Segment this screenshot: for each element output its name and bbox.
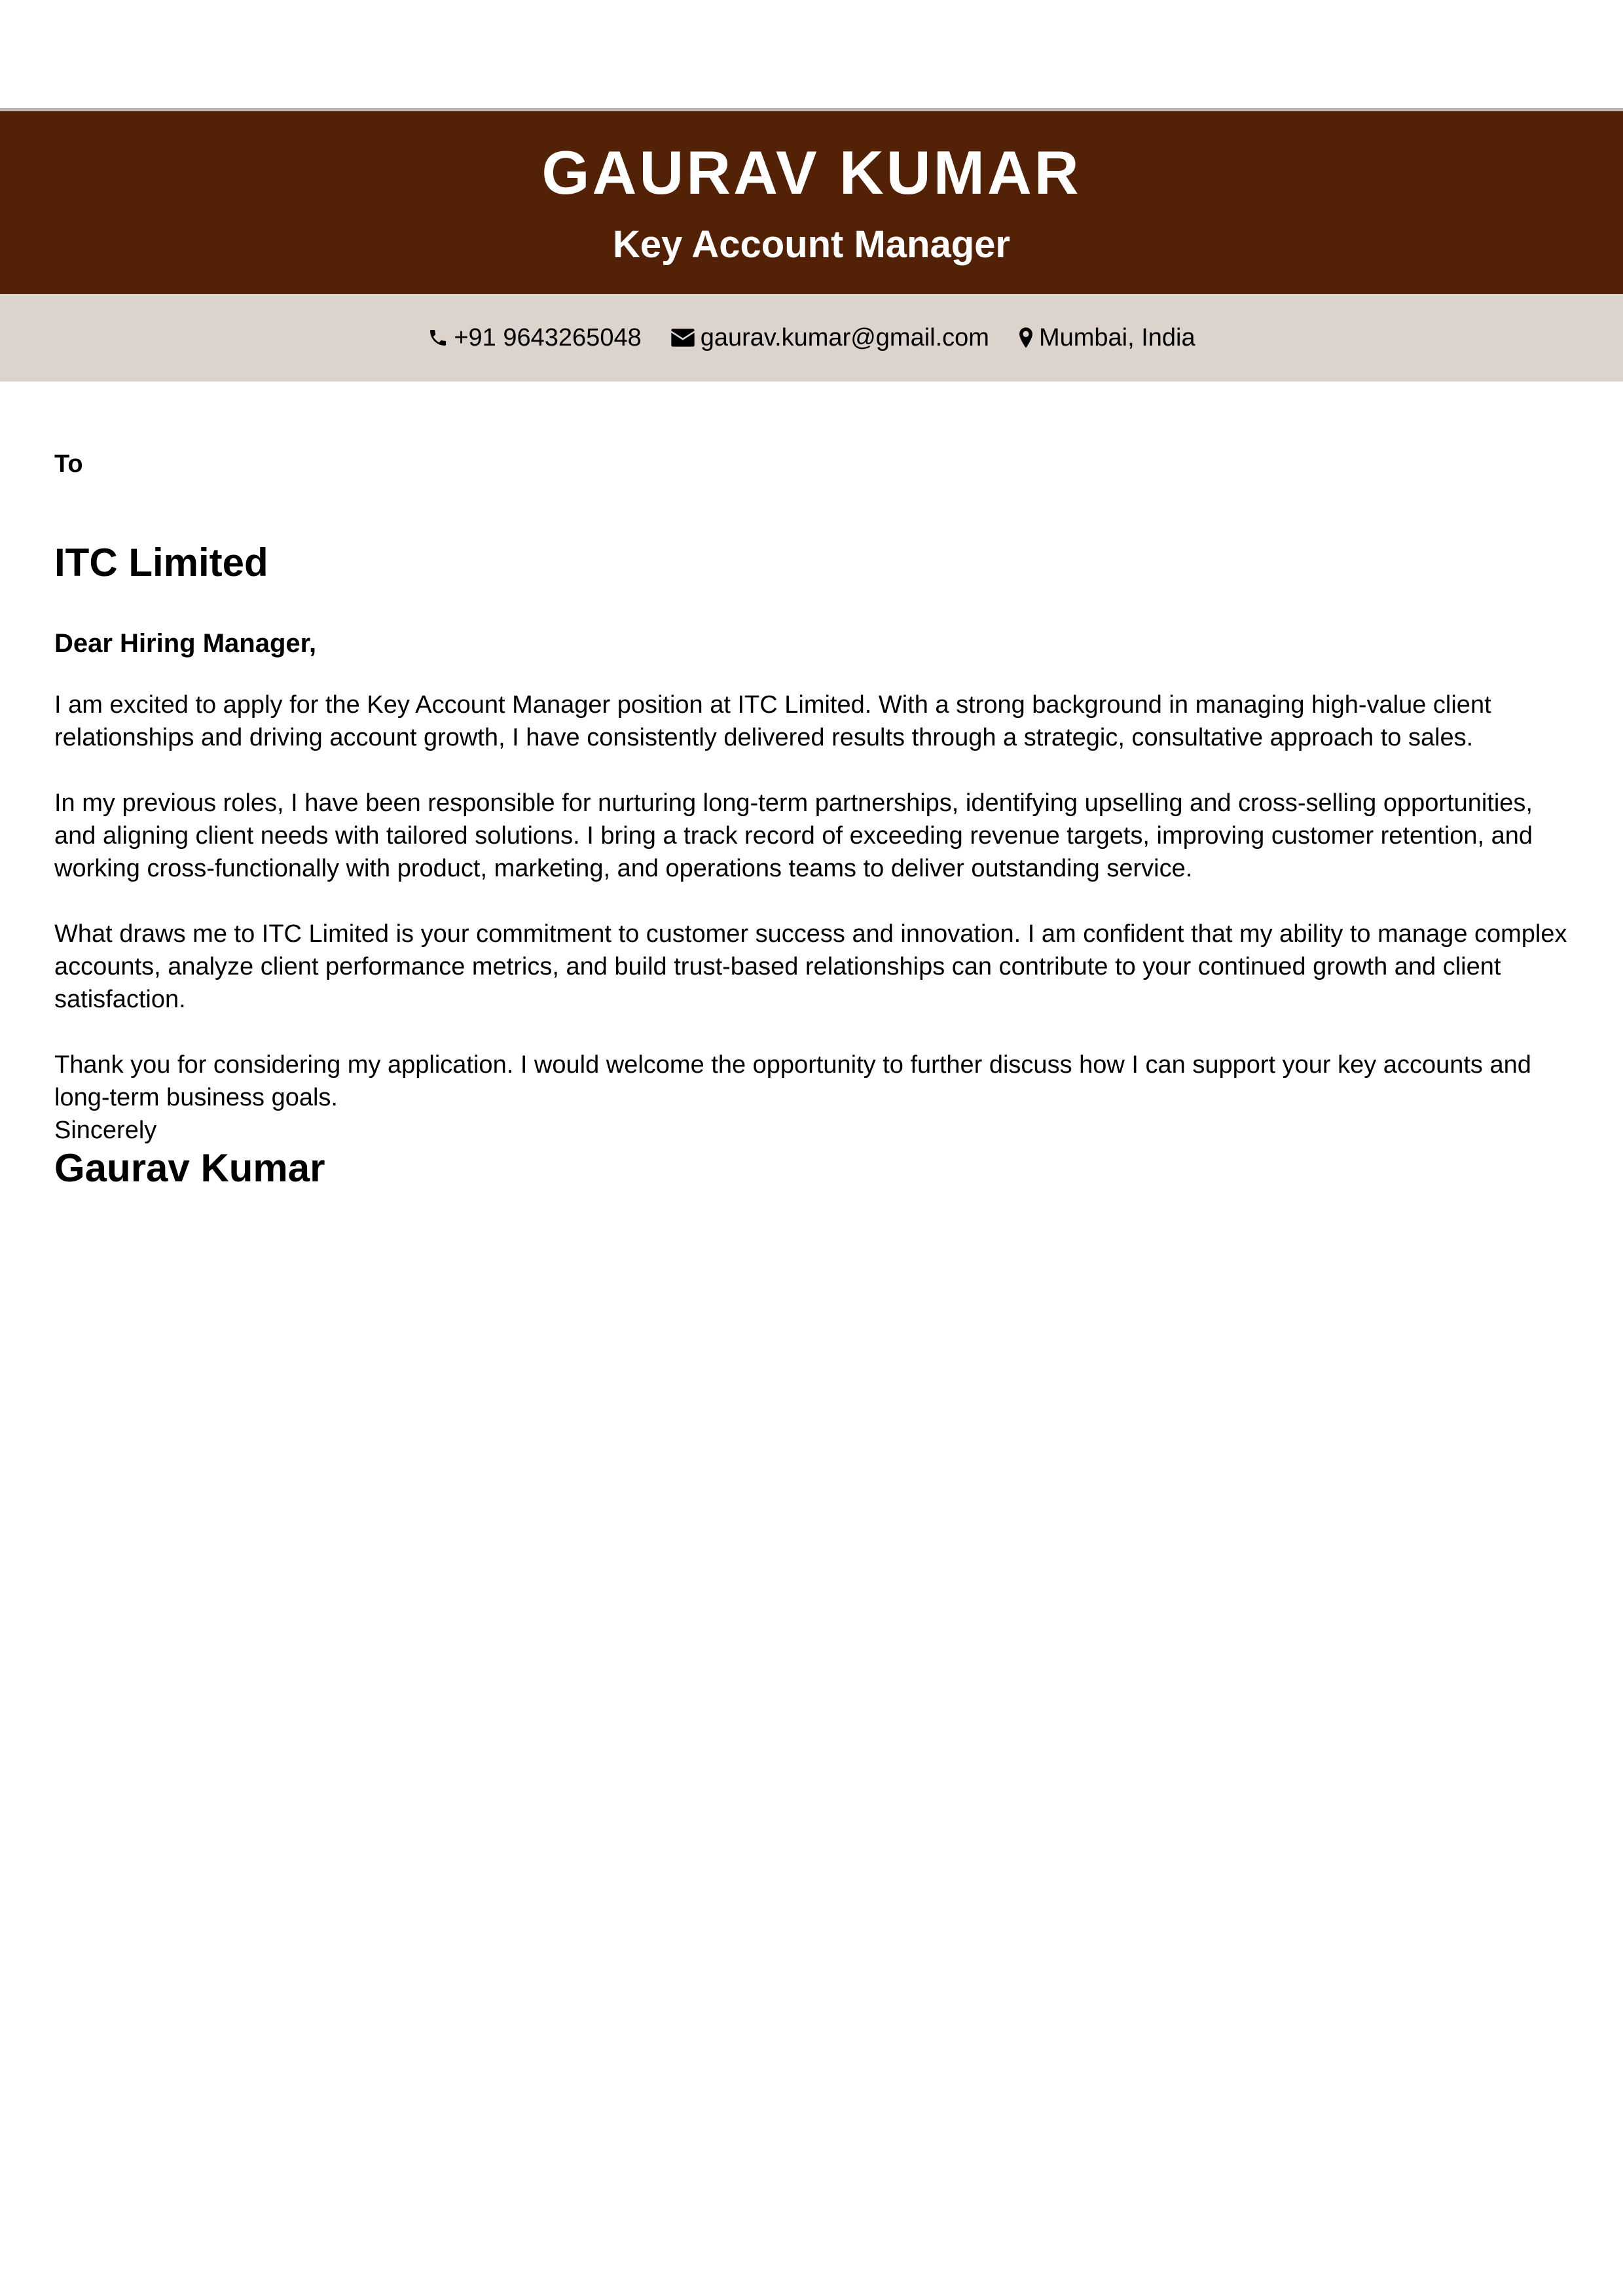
phone-icon — [428, 327, 448, 348]
closing: Sincerely — [54, 1117, 157, 1144]
contact-location — [1018, 324, 1195, 352]
header-band — [0, 111, 1623, 294]
applicant-role: Key Account Manager — [613, 223, 1010, 266]
location-text: Mumbai, India — [1038, 323, 1195, 351]
letter-text — [54, 689, 1573, 1190]
email-address: gaurav.kumar@gmail.com — [700, 323, 989, 351]
map-marker-icon — [1018, 327, 1034, 349]
contact-bar — [0, 294, 1623, 382]
paragraph: What draws me to ITC Limited is your commitment to customer success and innovation. I am confident that my ability to manage complex accounts, analyze client performance metrics, and build trust-based relationships can contribute to your continued growth and client satisfaction. — [54, 920, 1567, 1013]
paragraph: I am excited to apply for the Key Account Manager position at ITC Limited. With a strong background in managing high-value client relationships and driving account growth, I have consistently delivered results through a strategic, consultative approach to sales. — [54, 691, 1491, 751]
recipient-label: To — [54, 450, 83, 478]
applicant-name: GAURAV KUMAR — [541, 138, 1082, 207]
contact-phone[interactable] — [428, 324, 641, 352]
phone-number: +91 9643265048 — [454, 323, 642, 351]
envelope-icon — [670, 328, 695, 348]
paragraph: In my previous roles, I have been responsible for nurturing long-term partnerships, identifying upselling and cross-selling opportunities, and aligning client needs with tailored solutions. I bring a track record of exceeding revenue targets, improving customer retention, and working cross-functionally with product, marketing, and operations teams to deliver outstanding service. — [54, 789, 1533, 882]
contact-email[interactable] — [670, 324, 989, 352]
recipient-company: ITC Limited — [54, 541, 268, 584]
signature-name: Gaurav Kumar — [54, 1146, 325, 1190]
salutation: Dear Hiring Manager, — [54, 629, 317, 658]
paragraph: Thank you for considering my application. I would welcome the opportunity to further discuss how I can support your key accounts and long-term business goals. — [54, 1051, 1531, 1111]
